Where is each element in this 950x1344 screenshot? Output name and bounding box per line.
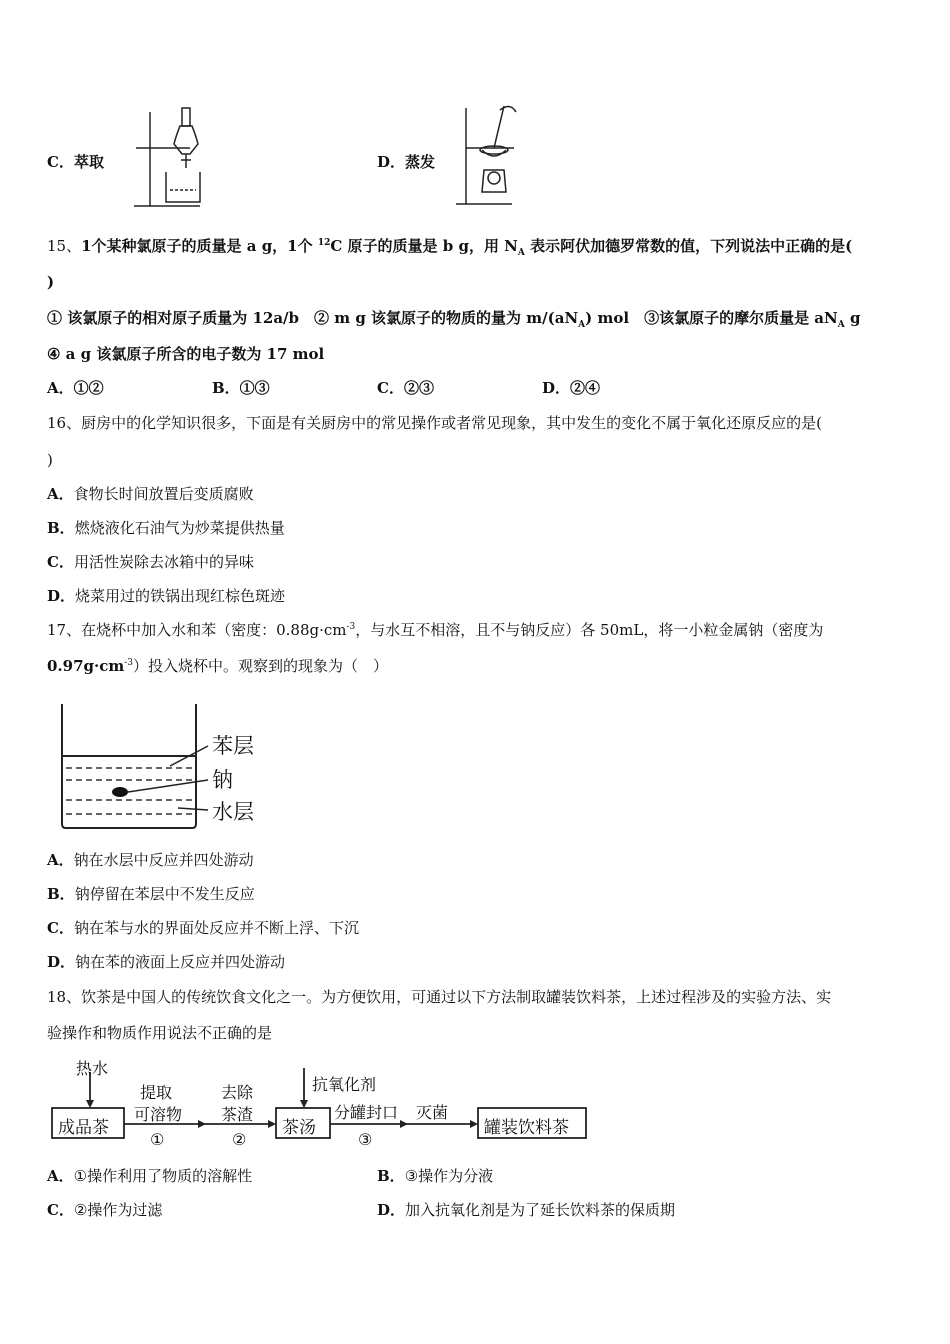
q16-option-d[interactable]: D．烧菜用过的铁锅出现红棕色斑迹 <box>47 587 286 605</box>
water-layer-label: 水层 <box>212 800 254 824</box>
q17-option-d[interactable]: D．钠在苯的液面上反应并四处游动 <box>47 953 286 971</box>
q18-stem: 18、饮茶是中国人的传统饮食文化之一。为方便饮用，可通过以下方法制取罐装饮料茶，上述过程涉及的实验方法、实 <box>47 988 832 1006</box>
q18-stem-cont: 验操作和物质作用说法不正确的是 <box>47 1024 273 1042</box>
sterilize-label: 灭菌 <box>416 1103 449 1122</box>
q18-option-d[interactable]: D．加入抗氧化剂是为了延长饮料茶的保质期 <box>377 1201 676 1219</box>
tea-soup-box: 茶汤 <box>282 1118 316 1138</box>
separatory-funnel-figure <box>128 100 210 210</box>
step3-mid-label: 分罐封口 <box>334 1103 399 1122</box>
q14-option-d: D．蒸发 <box>377 153 436 171</box>
sodium-label: 钠 <box>212 768 233 792</box>
step2-top-label: 去除 <box>221 1083 254 1102</box>
q15-statement-4: ④ a g 该氯原子所含的电子数为 17 mol <box>47 345 325 363</box>
q15-option-d[interactable]: D．②④ <box>542 379 601 397</box>
step1-top-label: 提取 <box>140 1083 173 1102</box>
q16-option-c[interactable]: C．用活性炭除去冰箱中的异味 <box>47 553 254 571</box>
step3-number: ③ <box>358 1130 373 1149</box>
hot-water-label: 热水 <box>76 1059 109 1078</box>
q15-option-b[interactable]: B．①③ <box>212 379 270 397</box>
q15-statements-row1: ① 该氯原子的相对原子质量为 12a/b ② m g 该氯原子的物质的量为 $m/(aN_A)$ mol ③该氯原子的摩尔质量是 $aN_A$ g <box>47 309 861 330</box>
evaporation-figure <box>448 98 534 210</box>
q15-option-c[interactable]: C．②③ <box>377 379 434 397</box>
antioxidant-label: 抗氧化剂 <box>312 1075 377 1094</box>
step2-number: ② <box>232 1130 247 1149</box>
q16-stem-end: ) <box>47 451 53 469</box>
q16-option-b[interactable]: B．燃烧液化石油气为炒菜提供热量 <box>47 519 285 537</box>
q15-stem: 15、1个某种氯原子的质量是 a g，1个 $^{12}$C 原子的质量是 b g，用 $N_A$ 表示阿伏加德罗常数的值，下列说法中正确的是( <box>47 237 853 258</box>
q17-option-c[interactable]: C．钠在苯与水的界面处反应并不断上浮、下沉 <box>47 919 359 937</box>
q16-option-a[interactable]: A．食物长时间放置后变质腐败 <box>47 485 254 503</box>
step2-mid-label: 茶渣 <box>221 1105 254 1124</box>
finished-tea-box: 成品茶 <box>58 1118 109 1138</box>
q15-stem-end: ) <box>47 273 55 291</box>
q17-stem-cont: $0.97g\cdot cm^{-3}$）投入烧杯中。观察到的现象为（ ） <box>47 657 389 675</box>
step1-mid-label: 可溶物 <box>134 1105 183 1124</box>
q18-option-c[interactable]: C．②操作为过滤 <box>47 1201 163 1219</box>
q18-option-a[interactable]: A．①操作利用了物质的溶解性 <box>47 1167 253 1185</box>
q16-stem: 16、厨房中的化学知识很多，下面是有关厨房中的常见操作或者常见现象，其中发生的变化不属于氧化还原反应的是( <box>47 414 822 432</box>
benzene-layer-label: 苯层 <box>212 734 254 758</box>
q17-option-a[interactable]: A．钠在水层中反应并四处游动 <box>47 851 254 869</box>
q17-stem: 17、在烧杯中加入水和苯（密度：$0.88g\cdot cm^{-3}$，与水互不相溶，且不与钠反应）各 50mL，将一小粒金属钠（密度为 <box>47 621 824 639</box>
q14-option-c: C．萃取 <box>47 153 104 171</box>
q15-option-a[interactable]: A．①② <box>47 379 104 397</box>
canned-tea-box: 罐装饮料茶 <box>484 1118 569 1138</box>
q18-option-b[interactable]: B．③操作为分液 <box>377 1167 494 1185</box>
q17-option-b[interactable]: B．钠停留在苯层中不发生反应 <box>47 885 255 903</box>
step1-number: ① <box>150 1130 165 1149</box>
